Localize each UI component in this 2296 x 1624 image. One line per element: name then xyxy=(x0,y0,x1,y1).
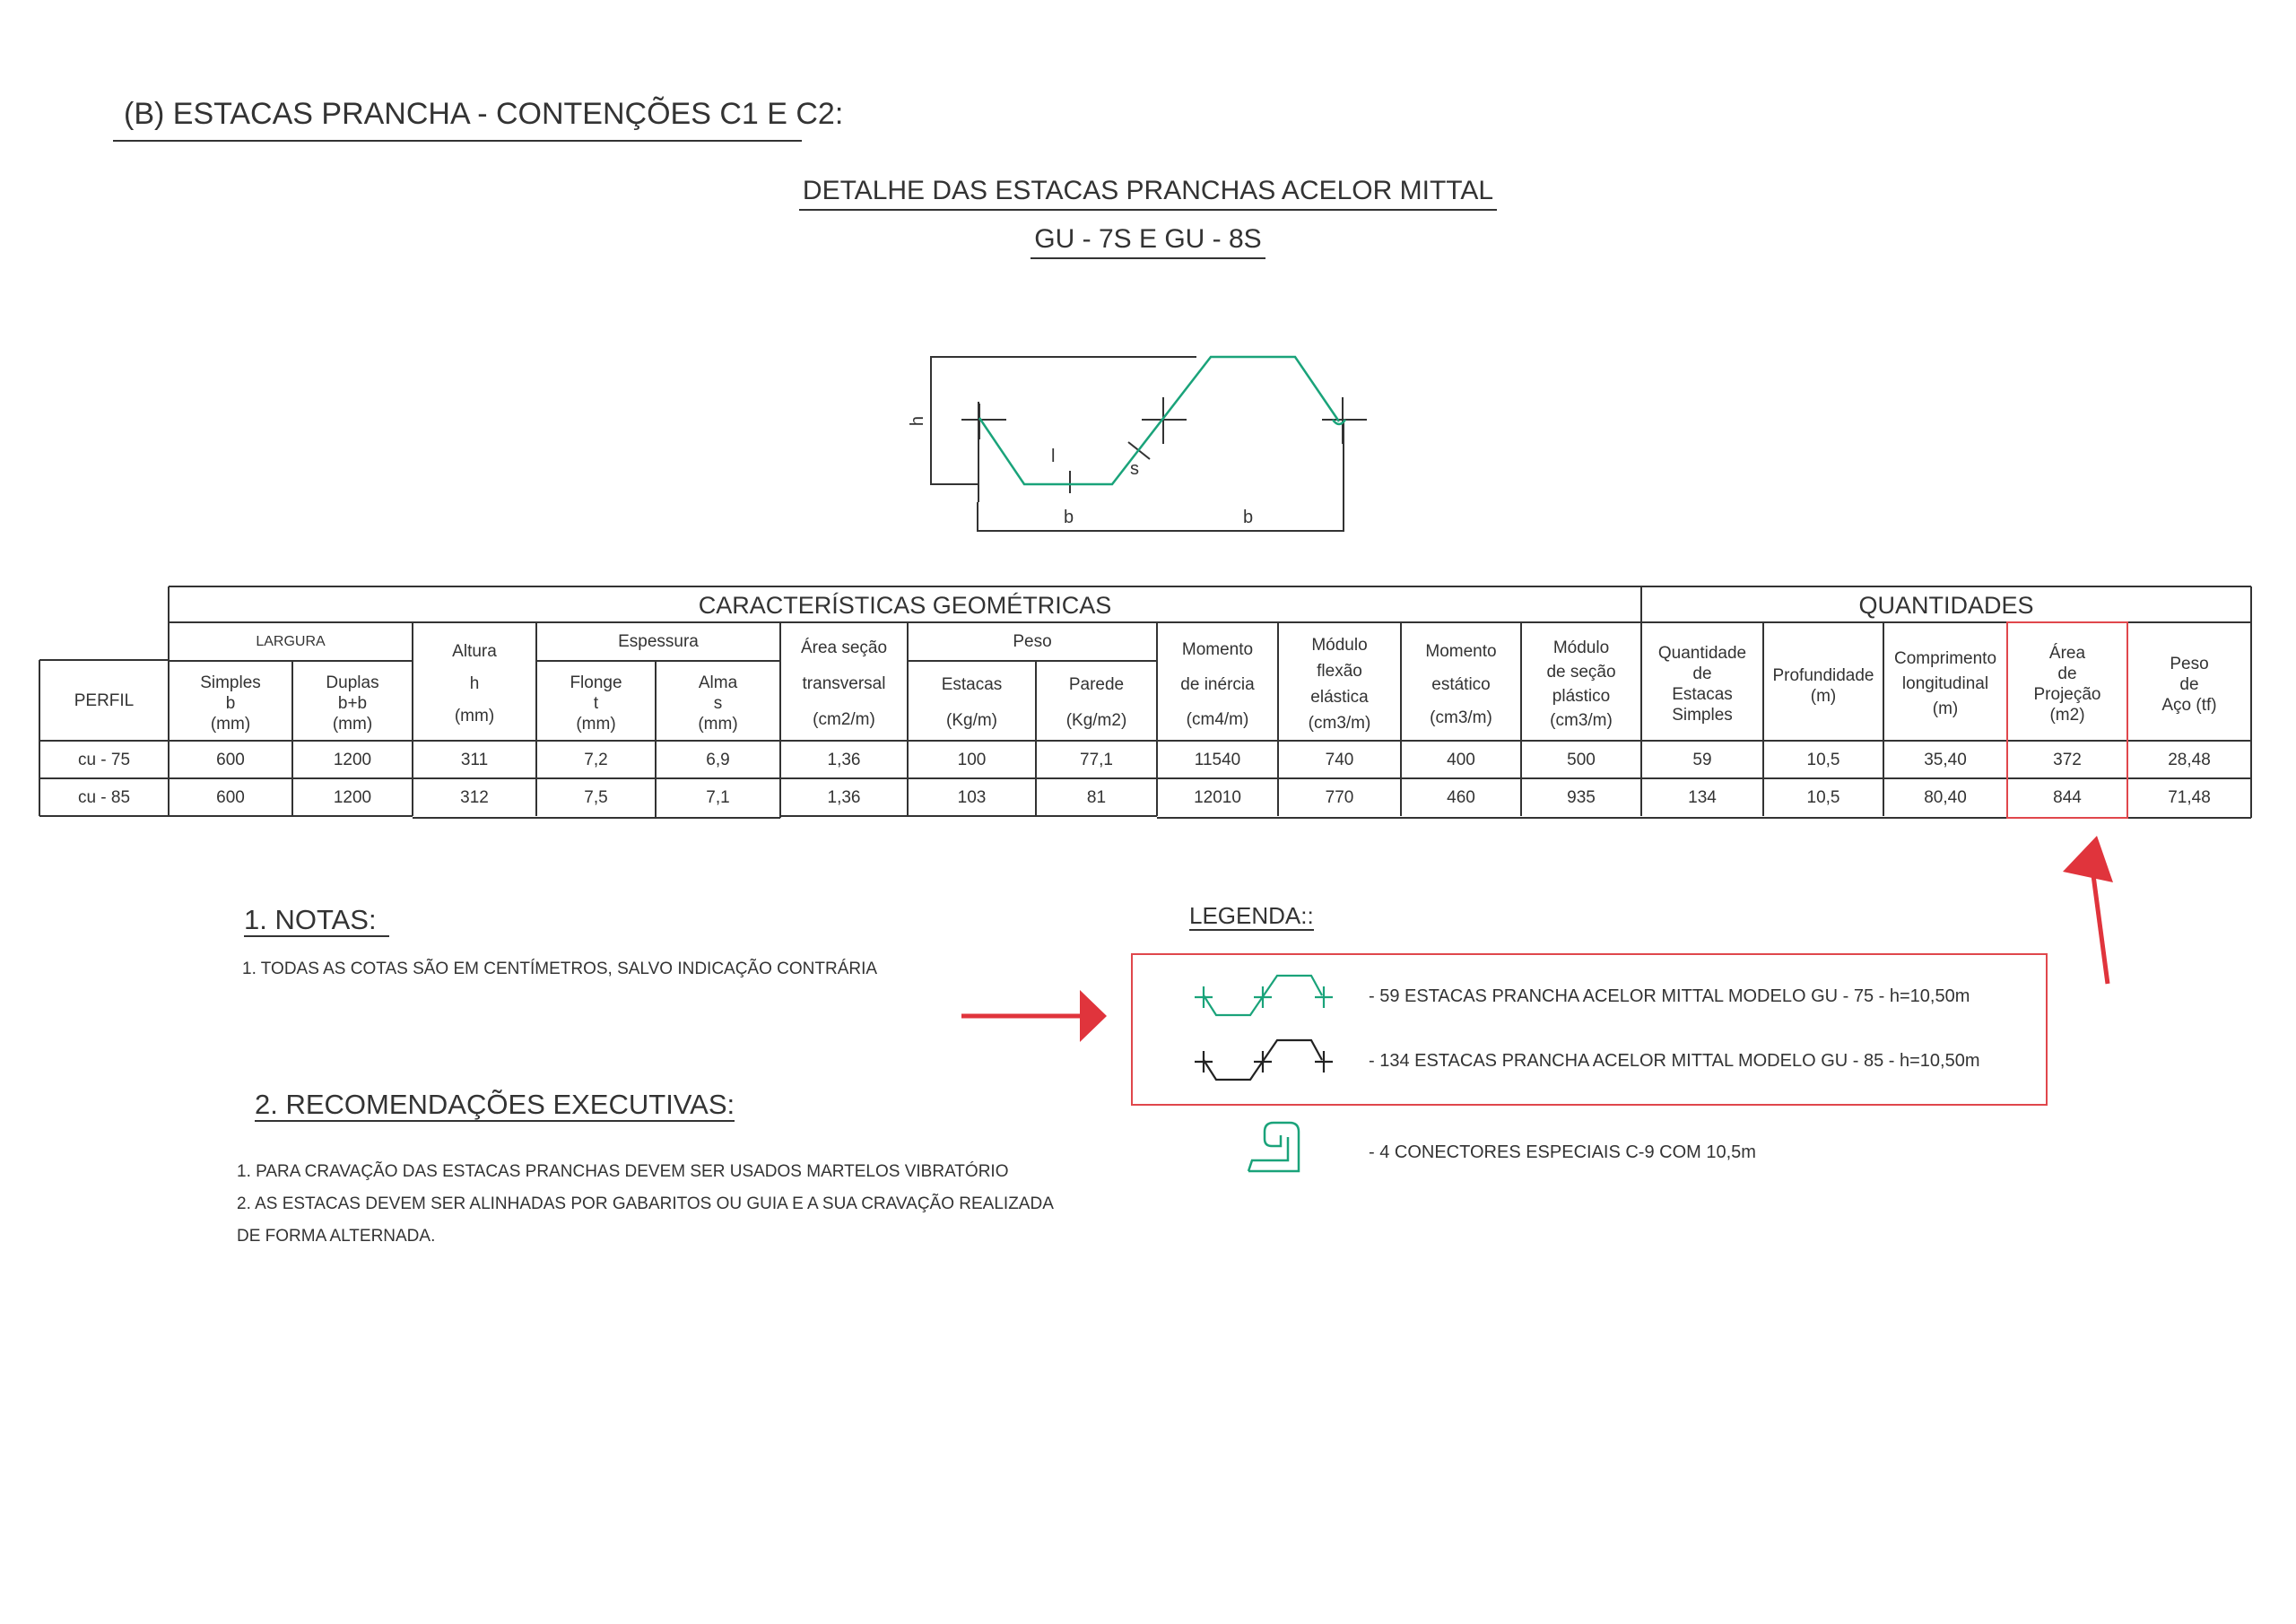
header-area-projecao: Área de Projeção (m2) xyxy=(2033,644,2101,725)
note-item: 1. TODAS AS COTAS SÃO EM CENTÍMETROS, SALVO INDICAÇÃO CONTRÁRIA xyxy=(242,960,878,978)
table-cell: 600 xyxy=(216,787,245,807)
header-quantidade: Quantidade de Estacas Simples xyxy=(1657,644,1747,725)
detail-title-text: DETALHE DAS ESTACAS PRANCHAS ACELOR MITTAL xyxy=(799,176,1497,211)
group-header-quantities: QUANTIDADES xyxy=(1858,591,2034,619)
legend-title-text: LEGENDA:: xyxy=(1189,902,1314,929)
diagram-label-b1: b xyxy=(1064,508,1074,527)
table-cell: 10,5 xyxy=(1806,750,1840,769)
dimension-b-lines xyxy=(978,421,1344,531)
table-cell: 12010 xyxy=(1194,787,1241,807)
table-cell: 311 xyxy=(460,750,489,769)
table-cell: 400 xyxy=(1447,750,1475,769)
header-peso-aco: Peso de Aço (tf) xyxy=(2161,654,2217,715)
header-altura: Altura h (mm) xyxy=(452,642,497,725)
notes-title-text: 1. NOTAS: xyxy=(244,904,389,937)
table-cell: 7,2 xyxy=(584,750,608,769)
header-modulo-plastico: Módulo de seção plástico (cm3/m) xyxy=(1546,638,1616,730)
legend-box xyxy=(1132,954,2047,1105)
header-modulo-flexao: Módulo flexão elástica (cm3/m) xyxy=(1308,636,1371,733)
table-cell: 100 xyxy=(957,750,987,769)
header-peso-parede: Parede (Kg/m2) xyxy=(1065,675,1127,730)
table-cell: 7,1 xyxy=(706,787,730,807)
header-simples: Simples b (mm) xyxy=(200,673,261,734)
header-peso: Peso xyxy=(1013,632,1052,651)
table-cell: 71,48 xyxy=(2168,787,2211,807)
header-momento-inercia: Momento de inércia (cm4/m) xyxy=(1180,639,1255,729)
header-profundidade: Profundidade (m) xyxy=(1772,666,1874,706)
table-cell: 740 xyxy=(1325,750,1354,769)
table-cell: 80,40 xyxy=(1924,787,1967,807)
table-cell: 312 xyxy=(460,787,489,807)
table-cell: cu - 85 xyxy=(77,787,131,807)
table-cell: 77,1 xyxy=(1080,750,1113,769)
table-cell: 134 xyxy=(1688,787,1717,807)
table-cell: 28,48 xyxy=(2168,750,2211,769)
header-area-secao: Área seção transversal (cm2/m) xyxy=(800,638,888,729)
diagram-label-h: h xyxy=(908,415,928,427)
legend-item-gu75: - 59 ESTACAS PRANCHA ACELOR MITTAL MODELO GU - 75 - h=10,50m xyxy=(1369,986,1970,1006)
header-peso-estacas: Estacas (Kg/m) xyxy=(941,675,1003,730)
legend-arrow xyxy=(961,990,1107,1042)
legend-title xyxy=(1189,902,1314,930)
diagram-label-l: l xyxy=(1051,447,1056,466)
page-title: (B) ESTACAS PRANCHA - CONTENÇÕES C1 E C2: xyxy=(124,97,844,131)
table-cell: 844 xyxy=(2053,787,2082,807)
table-cell: 11540 xyxy=(1194,750,1241,769)
table-cell: 35,40 xyxy=(1924,750,1967,769)
group-header-geometric: CARACTERÍSTICAS GEOMÉTRICAS xyxy=(698,591,1112,619)
header-espessura: Espessura xyxy=(618,632,699,651)
recommendations-title-text: 2. RECOMENDAÇÕES EXECUTIVAS: xyxy=(255,1089,735,1120)
recommendations-title xyxy=(255,1089,735,1121)
header-perfil: PERFIL xyxy=(74,691,135,710)
notes-title xyxy=(244,904,389,936)
table-cell: 460 xyxy=(1447,787,1475,807)
c9-connector-icon xyxy=(1248,1123,1299,1171)
table-cell: 500 xyxy=(1567,750,1596,769)
table-cell: 6,9 xyxy=(706,750,730,769)
header-largura: LARGURA xyxy=(256,634,326,649)
header-momento-estatico: Momento estático (cm3/m) xyxy=(1425,641,1497,727)
table-cell: 1,36 xyxy=(827,787,861,807)
table-cell: 1,36 xyxy=(827,750,861,769)
header-comprimento: Comprimento longitudinal (m) xyxy=(1893,649,1997,718)
diagram-label-s: s xyxy=(1130,459,1139,479)
detail-subtitle-text: GU - 7S E GU - 8S xyxy=(1031,224,1265,259)
recommendation-item: 1. PARA CRAVAÇÃO DAS ESTACAS PRANCHAS DEVEM SER USADOS MARTELOS VIBRATÓRIO xyxy=(237,1162,1009,1181)
header-alma: Alma s (mm) xyxy=(698,673,738,734)
table-cell: 81 xyxy=(1086,787,1107,807)
table-cell: 103 xyxy=(957,787,987,807)
gu85-profile-black-icon xyxy=(1195,1040,1333,1080)
header-duplas: Duplas b+b (mm) xyxy=(326,673,379,734)
table-cell: 600 xyxy=(216,750,245,769)
table-cell: 1200 xyxy=(333,787,372,807)
diagram-label-b2: b xyxy=(1243,508,1254,527)
table-cell: 59 xyxy=(1692,750,1712,769)
highlight-arrow xyxy=(2063,836,2113,984)
table-cell: 372 xyxy=(2053,750,2082,769)
table-cell: cu - 75 xyxy=(77,750,131,769)
table-cell: 935 xyxy=(1567,787,1596,807)
table-cell: 10,5 xyxy=(1806,787,1840,807)
gu75-profile-green-icon xyxy=(1195,976,1333,1015)
header-flonge: Flonge t (mm) xyxy=(570,673,622,734)
recommendation-item: 2. AS ESTACAS DEVEM SER ALINHADAS POR GABARITOS OU GUIA E A SUA CRAVAÇÃO REALIZADA xyxy=(237,1194,1054,1213)
table-cell: 770 xyxy=(1325,787,1354,807)
legend-item-connector: - 4 CONECTORES ESPECIAIS C-9 COM 10,5m xyxy=(1369,1142,1756,1162)
recommendation-item: DE FORMA ALTERNADA. xyxy=(237,1227,436,1246)
legend-item-gu85: - 134 ESTACAS PRANCHA ACELOR MITTAL MODELO GU - 85 - h=10,50m xyxy=(1369,1051,1980,1071)
table-cell: 7,5 xyxy=(584,787,608,807)
table-cell: 1200 xyxy=(333,750,372,769)
